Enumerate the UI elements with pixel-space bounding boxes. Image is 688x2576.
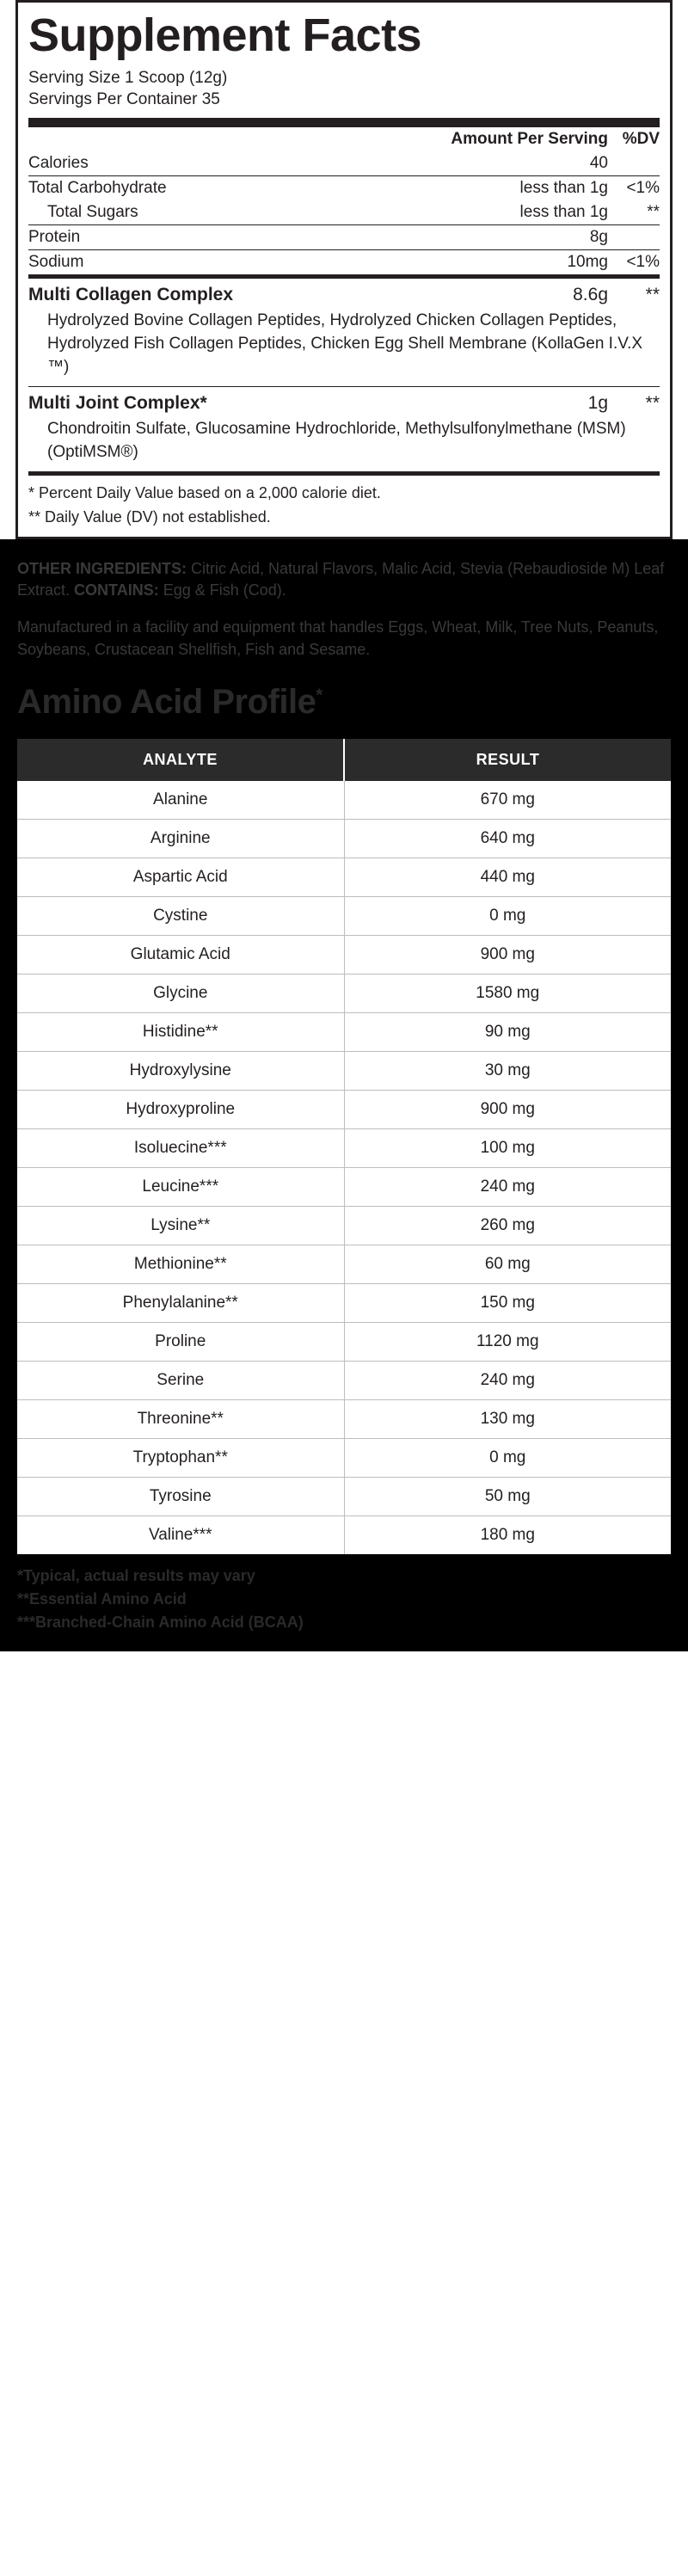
table-row (17, 1128, 671, 1167)
analyte-result: 130 mg (344, 1399, 671, 1438)
table-row (28, 175, 660, 200)
table-row (28, 224, 660, 249)
analyte-name: Leucine*** (17, 1167, 344, 1206)
table-row (17, 1245, 671, 1283)
analyte-result: 150 mg (344, 1283, 671, 1322)
analyte-name: Threonine** (17, 1399, 344, 1438)
header-amount-per-serving: Amount Per Serving (451, 129, 608, 148)
analyte-name: Alanine (17, 781, 344, 820)
amino-acid-profile-title (17, 683, 671, 722)
blend-header-row (28, 276, 660, 308)
table-row (17, 1283, 671, 1322)
footnote-dv-not-established: ** Daily Value (DV) not established. (28, 507, 271, 526)
analyte-result: 100 mg (344, 1128, 671, 1167)
blend-ingredients: Chondroitin Sulfate, Glucosamine Hydrochloride, Methylsulfonylmethane (MSM) (OptiMSM®) (28, 416, 660, 473)
blend-ingredients: Hydrolyzed Bovine Collagen Peptides, Hydrolyzed Chicken Collagen Peptides, Hydrolyzed Fish Collagen Peptides, Chicken Egg Shell Membrane (KollaGen I.V.X ™) (28, 308, 660, 386)
header-percent-dv: %DV (622, 129, 660, 148)
table-row (17, 896, 671, 935)
other-info-section (0, 539, 688, 739)
analyte-name: Arginine (17, 819, 344, 858)
blend-body-row (28, 308, 660, 386)
nutrient-name: Calories (28, 151, 451, 176)
blend-name: Multi Collagen Complex (28, 284, 234, 304)
nutrient-dv (608, 151, 660, 176)
other-ingredients-label: OTHER INGREDIENTS: (17, 560, 187, 577)
nutrient-dv: <1% (608, 249, 660, 276)
table-row (17, 974, 671, 1012)
amino-header-row (17, 739, 671, 781)
table-row (17, 935, 671, 974)
analyte-result: 670 mg (344, 781, 671, 820)
analyte-result: 0 mg (344, 1438, 671, 1477)
blend-body-row (28, 416, 660, 473)
column-header-analyte: ANALYTE (17, 739, 344, 781)
footnote-bcaa: ***Branched-Chain Amino Acid (BCAA) (17, 1613, 304, 1631)
blend-name: Multi Joint Complex* (28, 392, 207, 413)
analyte-name: Methionine** (17, 1245, 344, 1283)
amino-title-text: Amino Acid Profile (17, 682, 316, 721)
table-row (17, 1322, 671, 1361)
table-row (17, 1090, 671, 1128)
table-row (17, 1438, 671, 1477)
analyte-name: Lysine** (17, 1206, 344, 1245)
nutrient-dv (608, 224, 660, 249)
blend-amount: 1g (587, 392, 608, 413)
supplement-facts-panel (15, 0, 673, 539)
nutrient-amount: 40 (451, 151, 608, 176)
table-row (17, 1477, 671, 1515)
analyte-name: Tyrosine (17, 1477, 344, 1515)
blend-dv: ** (645, 284, 660, 304)
analyte-name: Aspartic Acid (17, 858, 344, 896)
analyte-name: Hydroxyproline (17, 1090, 344, 1128)
nutrient-amount: less than 1g (451, 200, 608, 225)
serving-size: Serving Size 1 Scoop (12g) (28, 68, 228, 87)
footnote-typical-results: *Typical, actual results may vary (17, 1566, 255, 1584)
analyte-result: 50 mg (344, 1477, 671, 1515)
amino-acid-table (17, 739, 671, 1554)
analyte-result: 1580 mg (344, 974, 671, 1012)
table-row (17, 1361, 671, 1399)
analyte-result: 0 mg (344, 896, 671, 935)
footnote-essential-amino-acid: **Essential Amino Acid (17, 1589, 187, 1608)
analyte-name: Cystine (17, 896, 344, 935)
nutrient-dv: ** (608, 200, 660, 225)
table-header-row (28, 127, 660, 151)
amino-table-wrapper (0, 739, 688, 1554)
analyte-result: 90 mg (344, 1012, 671, 1051)
nutrient-amount: less than 1g (519, 178, 608, 197)
nutrient-name: Total Sugars (28, 200, 451, 225)
analyte-name: Isoluecine*** (17, 1128, 344, 1167)
analyte-result: 180 mg (344, 1515, 671, 1554)
column-header-result: RESULT (344, 739, 671, 781)
contains-text: Egg & Fish (Cod). (158, 581, 286, 599)
analyte-name: Glycine (17, 974, 344, 1012)
analyte-result: 640 mg (344, 819, 671, 858)
blend-header-row (28, 386, 660, 416)
nutrient-dv: <1% (626, 178, 660, 197)
analyte-name: Tryptophan** (17, 1438, 344, 1477)
analyte-name: Phenylalanine** (17, 1283, 344, 1322)
analyte-result: 440 mg (344, 858, 671, 896)
analyte-name: Hydroxylysine (17, 1051, 344, 1090)
supplement-facts-table (28, 127, 660, 476)
servings-per-container: Servings Per Container 35 (28, 90, 220, 109)
analyte-name: Valine*** (148, 1525, 212, 1544)
table-row (17, 1206, 671, 1245)
analyte-name: Proline (17, 1322, 344, 1361)
table-row (17, 1167, 671, 1206)
analyte-result: 240 mg (344, 1167, 671, 1206)
table-row (17, 781, 671, 820)
analyte-result: 30 mg (344, 1051, 671, 1090)
footnote-percent-dv: * Percent Daily Value based on a 2,000 calorie diet. (28, 483, 381, 501)
analyte-result: 240 mg (344, 1361, 671, 1399)
blend-dv: ** (645, 392, 660, 413)
table-row (28, 200, 660, 225)
other-ingredients-text: Citric Acid, Natural Flavors, Malic Acid, Stevia (Rebaudioside M) Leaf Extract. (17, 560, 665, 599)
other-ingredients (17, 558, 671, 601)
contains-label: CONTAINS: (74, 581, 159, 599)
supplement-facts-title: Supplement Facts (28, 9, 422, 61)
header-blank (28, 127, 451, 151)
analyte-result: 260 mg (344, 1206, 671, 1245)
amino-title-asterisk: * (316, 685, 322, 705)
nutrient-name: Protein (28, 224, 451, 249)
table-row (28, 249, 660, 276)
nutrient-amount: 10mg (451, 249, 608, 276)
analyte-result: 900 mg (344, 935, 671, 974)
nutrient-amount: 8g (451, 224, 608, 249)
analyte-result: 60 mg (344, 1245, 671, 1283)
allergen-statement: Manufactured in a facility and equipment that handles Eggs, Wheat, Milk, Tree Nuts, Peanuts, Soybeans, Crustacean Shellfish, Fish and Sesame. (17, 618, 659, 658)
table-row (17, 1051, 671, 1090)
amino-footnotes (0, 1554, 688, 1651)
analyte-name: Glutamic Acid (17, 935, 344, 974)
nutrient-name: Sodium (28, 249, 451, 276)
table-row (17, 858, 671, 896)
table-row (17, 819, 671, 858)
table-row (17, 1399, 671, 1438)
nutrient-name: Total Carbohydrate (28, 178, 167, 197)
analyte-result: 900 mg (344, 1090, 671, 1128)
analyte-result: 1120 mg (344, 1322, 671, 1361)
analyte-name: Serine (17, 1361, 344, 1399)
analyte-name: Histidine** (17, 1012, 344, 1051)
table-row (17, 1012, 671, 1051)
blend-amount: 8.6g (573, 284, 608, 304)
divider-thick (28, 118, 660, 127)
table-row (17, 1515, 671, 1554)
table-row (28, 151, 660, 176)
